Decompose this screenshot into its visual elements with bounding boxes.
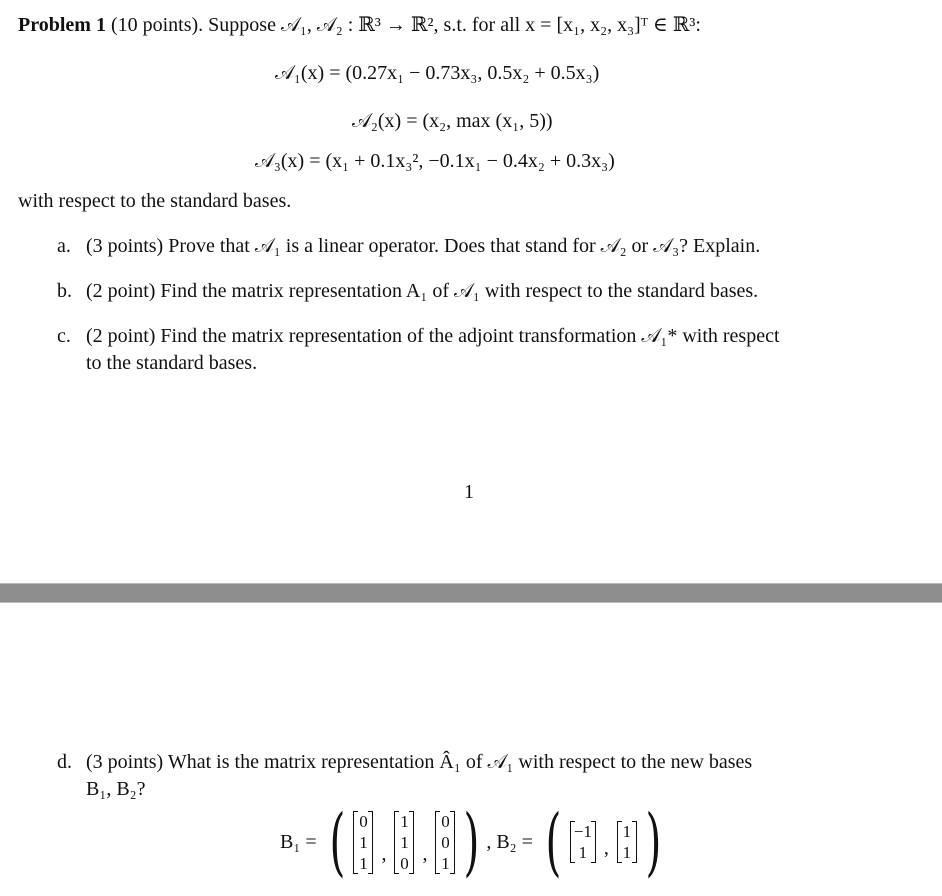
part-c-line2: to the standard bases. <box>86 352 258 374</box>
b1-v1-entry: 1 <box>359 853 368 873</box>
b2-vector-2 <box>617 821 637 863</box>
problem-header <box>18 12 701 37</box>
b1-v3-entry: 0 <box>441 811 450 831</box>
part-c-line1: (2 point) Find the matrix representation of the adjoint transformation 𝒜₁* with respect <box>86 325 780 347</box>
b1-vector-2 <box>394 811 414 874</box>
b1-v2-entry: 1 <box>400 832 409 852</box>
b1-v2-entry: 1 <box>400 811 409 831</box>
b1-label: B₁ = <box>280 830 317 853</box>
b1-vector-1 <box>353 811 373 874</box>
b1-v1-entry: 1 <box>359 832 368 852</box>
b1-vector-3 <box>435 811 455 874</box>
b2-v2-entry: 1 <box>622 843 632 862</box>
equation-a2: 𝒜₂(x) = (x₂, max (x₁, 5)) <box>352 110 553 132</box>
b2-vector-1 <box>570 821 596 863</box>
page-number: 1 <box>464 481 474 503</box>
equation-a1: 𝒜₁(x) = (0.27x₁ − 0.73x₃, 0.5x₂ + 0.5x₃) <box>275 62 600 84</box>
comma: , <box>381 843 387 865</box>
bases-definition <box>280 799 668 885</box>
part-b-text: (2 point) Find the matrix representation A₁ of 𝒜₁ with respect to the standard bases. <box>86 280 759 302</box>
page-separator <box>0 583 942 603</box>
part-a-label: a. <box>57 235 71 257</box>
b2-close-paren: ) <box>645 799 662 885</box>
bases-note: with respect to the standard bases. <box>18 190 292 212</box>
part-d <box>57 751 752 774</box>
part-b-label: b. <box>57 280 72 302</box>
b1-v3-entry: 1 <box>441 853 450 873</box>
part-b <box>57 280 758 303</box>
problem-title: Problem 1 <box>18 14 106 36</box>
b1-v3-entry: 0 <box>441 832 450 852</box>
b1-close-paren: ) <box>463 799 480 885</box>
b2-v1-entry: 1 <box>578 843 588 862</box>
comma: , <box>603 837 609 859</box>
b2-v2-entry: 1 <box>622 822 632 841</box>
b1-v2-entry: 0 <box>400 853 409 873</box>
b1-open-paren: ( <box>329 799 345 885</box>
part-c <box>57 325 780 348</box>
part-a-text: (3 points) Prove that 𝒜₁ is a linear operator. Does that stand for 𝒜₂ or 𝒜₃? Explain. <box>86 235 761 257</box>
problem-points: (10 points). <box>110 14 204 36</box>
part-d-line2: B₁, B₂? <box>86 778 146 800</box>
part-d-label: d. <box>57 751 72 773</box>
b2-open-paren: ( <box>545 799 562 885</box>
part-d-line1: (3 points) What is the matrix representation Â₁ of 𝒜₁ with respect to the new bases <box>86 751 753 773</box>
equation-a3: 𝒜₃(x) = (x₁ + 0.1x₃², −0.1x₁ − 0.4x₂ + 0.3x₃) <box>255 150 615 172</box>
b2-v1-entry: −1 <box>573 822 592 841</box>
comma: , <box>422 843 428 865</box>
b2-label: , B₂ = <box>486 830 533 853</box>
b1-v1-entry: 0 <box>359 811 368 831</box>
problem-intro: Suppose 𝒜₁, 𝒜₂ : ℝ³ → ℝ², s.t. for all x = [x₁, x₂, x₃]ᵀ ∈ ℝ³: <box>208 14 701 36</box>
part-a <box>57 235 760 258</box>
part-c-label: c. <box>57 325 71 347</box>
